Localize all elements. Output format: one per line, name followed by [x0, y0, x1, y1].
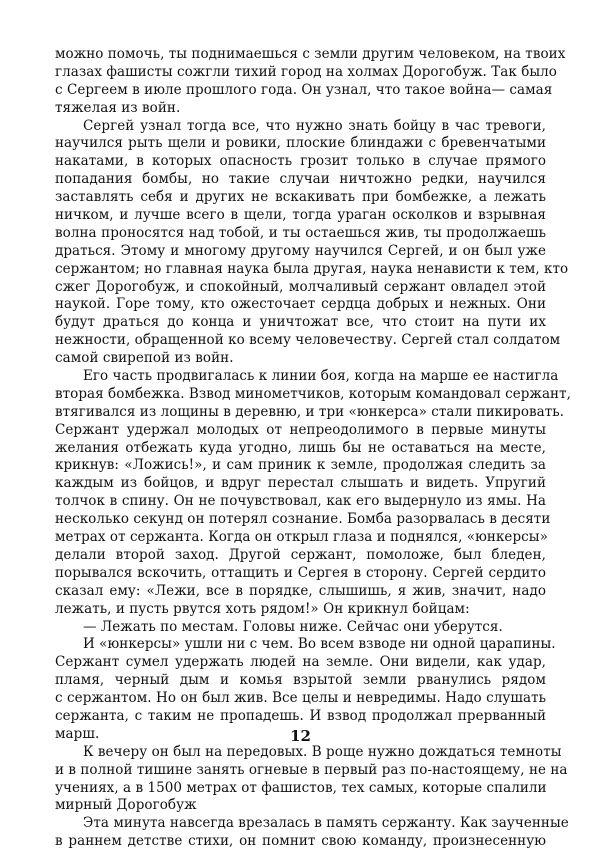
- paragraph: [55, 117, 569, 368]
- text-line: каждым из бойцов, и вдруг перестал слышать и видеть. Упругий: [55, 475, 546, 492]
- text-line: желания отбежать куда угодно, лишь бы не оставаться на месте,: [55, 439, 546, 456]
- text-line: ничком, и лучше всего в щели, тогда ураган осколков и взрывная: [55, 207, 546, 224]
- text-line: лежать, и пусть рвутся хоть рядом!» Он крикнул бойцам:: [55, 600, 470, 617]
- text-line: волна проносятся над тобой, и ты остаешься жив, ты продолжаешь: [55, 224, 546, 241]
- paragraph: [55, 815, 569, 851]
- text-line: с Сергеем в июле прошлого года. Он узнал, что такое война— самая: [55, 81, 553, 98]
- text-line: Сергей узнал тогда все, что нужно знать бойцу в час тревоги,: [83, 117, 546, 134]
- text-line: вторая бомбежка. Взвод минометчиков, которым командовал сержант,: [55, 385, 571, 402]
- page-number: 12: [290, 727, 311, 745]
- text-line: попадания бомбы, но такие случаи ничтожно редки, научился: [55, 171, 546, 188]
- text-line: сжег Дорогобуж, и спокойный, молчаливый сержант овладел этой: [55, 278, 546, 295]
- text-line: делали второй заход. Другой сержант, помоложе, был бледен,: [55, 546, 546, 563]
- text-line: с сержантом. Но он был жив. Все целы и невредимы. Надо слушать: [55, 690, 546, 707]
- text-line: толчок в спину. Он не почувствовал, как его выдернуло из ямы. На: [55, 493, 546, 510]
- text-line: Сержант удержал молодых от непреодолимого в первые минуты: [55, 421, 546, 438]
- text-line: накатами, в которых опасность грозит только в случае прямого: [55, 153, 546, 170]
- text-line: в раннем детстве стихи, он помнит свою команду, произнесенную: [55, 833, 546, 850]
- text-line: несколько секунд он потерял сознание. Бомба разорвалась в десяти: [55, 511, 551, 528]
- text-line: марш.: [55, 725, 100, 742]
- text-line: Сержант сумел удержать людей на земле. Они видели, как удар,: [55, 654, 546, 671]
- text-line: — Лежать по местам. Головы ниже. Сейчас они уберутся.: [83, 618, 503, 635]
- paragraph: [55, 46, 566, 118]
- paragraph: [55, 743, 568, 816]
- text-line: метрах от сержанта. Когда он открыл глаза и поднялся, «юнкерсы»: [55, 529, 548, 546]
- text-line: и в полной тишине занять огневые в первый раз по-настоящему, не на: [55, 761, 568, 778]
- text-line: Эта минута навсегда врезалась в память сержанту. Как заученные: [83, 815, 569, 832]
- text-line: будут драться до конца и уничтожат все, что стоит на пути их: [55, 314, 546, 331]
- text-line: пламя, черный дым и комья взрытой земли рванулись рядом: [55, 672, 546, 689]
- text-line: сказал ему: «Лежи, все в порядке, слышишь, я жив, значит, надо: [55, 582, 546, 599]
- text-line: научился рыть щели и ровики, плоские блиндажи с бревенчатыми: [55, 135, 546, 152]
- text-line: сержанта, с таким не пропадешь. И взвод продолжал прерванный: [55, 707, 546, 724]
- text-line: К вечеру он был на передовых. В роще нужно дождаться темноты: [83, 743, 562, 760]
- text-line: самой свирепой из войн.: [55, 350, 234, 367]
- paragraph: [55, 368, 571, 618]
- text-line: драться. Этому и многому другому научился Сергей, и он был уже: [55, 242, 546, 259]
- text-line: учениях, а в 1500 метрах от фашистов, тех самых, которые спалили: [55, 779, 547, 796]
- text-line: мирный Дорогобуж: [55, 797, 197, 814]
- paragraph: [55, 619, 546, 637]
- text-line: сержантом; но главная наука была другая, наука ненависти к тем, кто: [55, 260, 569, 277]
- text-line: И «юнкерсы» ушли ни с чем. Во всем взводе ни одной царапины.: [83, 636, 556, 653]
- text-line: втягивался из лощины в деревню, и три «юнкерса» стали пикировать.: [55, 403, 565, 420]
- text-line: порывался вскочить, оттащить и Сергея в сторону. Сергей сердито: [55, 564, 546, 581]
- text-line: нежности, обращенной ко всему человечеству. Сергей стал солдатом: [55, 332, 561, 349]
- text-line: наукой. Горе тому, кто ожесточает сердца добрых и нежных. Они: [55, 296, 546, 313]
- text-line: тяжелая из войн.: [55, 99, 181, 116]
- text-line: крикнув: «Ложись!», и сам приник к земле, продолжая следить за: [55, 457, 546, 474]
- text-line: Его часть продвигалась к линии боя, когда на марше ее настигла: [83, 368, 559, 385]
- text-line: заставлять себя и других не вскакивать при бомбежке, а лежать: [55, 189, 546, 206]
- text-line: глазах фашисты сожгли тихий город на холмах Дорогобуж. Так было: [55, 63, 557, 80]
- text-line: можно помочь, ты поднимаешься с земли другим человеком, на твоих: [55, 46, 566, 62]
